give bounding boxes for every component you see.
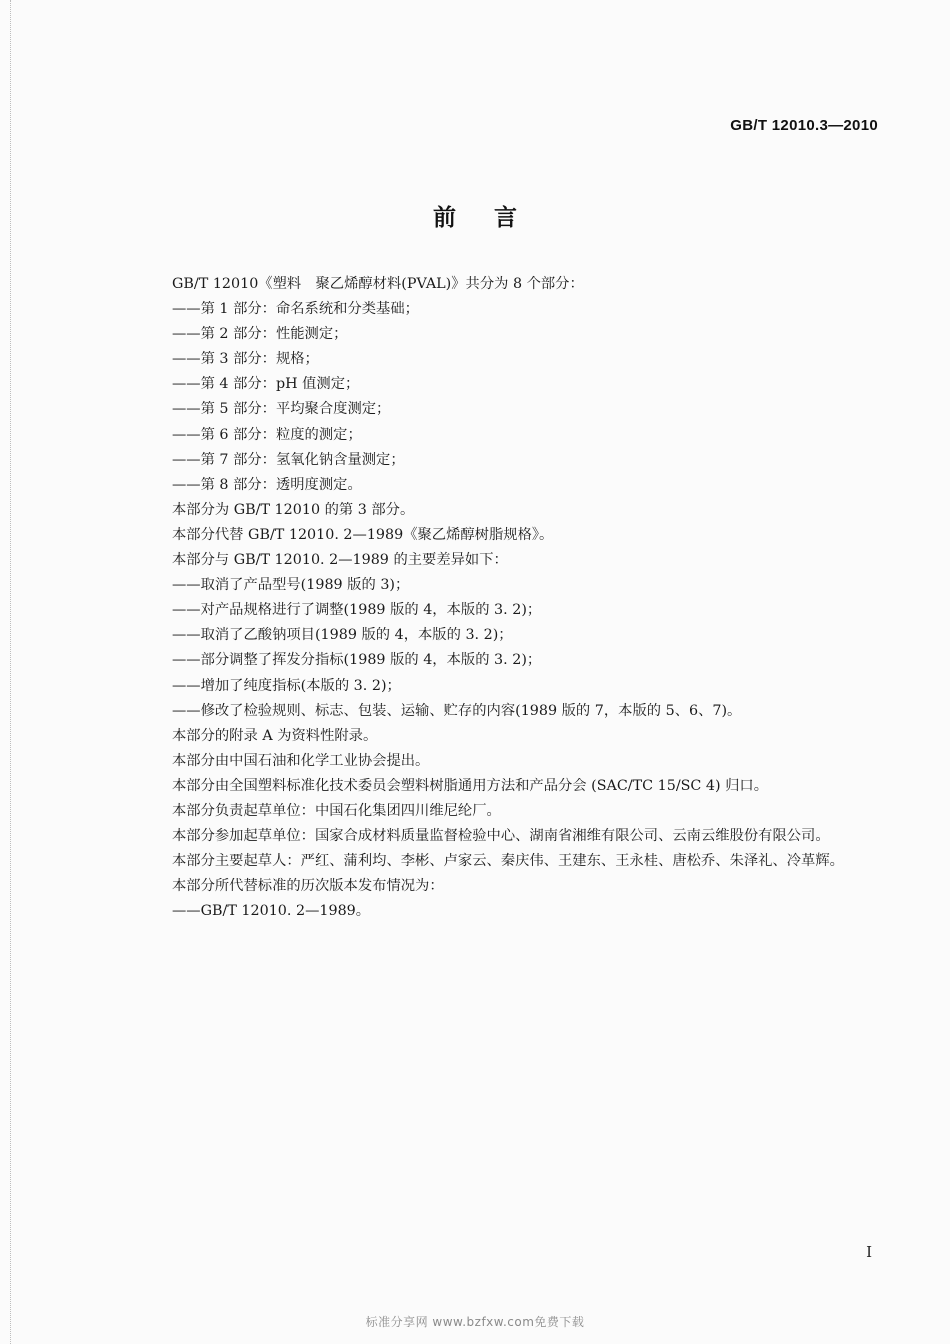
paragraph: 本部分由全国塑料标准化技术委员会塑料树脂通用方法和产品分会 (SAC/TC 15/SC 4) 归口。	[172, 777, 769, 794]
list-item: ——第 8 部分：透明度测定。	[172, 476, 362, 493]
document-body	[138, 272, 884, 924]
page-number: I	[866, 1243, 872, 1261]
paragraph: 本部分所代替标准的历次版本发布情况为：	[172, 878, 444, 895]
list-item: ——增加了纯度指标(本版的 3. 2)；	[172, 677, 401, 694]
paragraph: 本部分为 GB/T 12010 的第 3 部分。	[172, 501, 415, 518]
list-item: ——第 2 部分：性能测定；	[172, 326, 348, 343]
list-item: ——第 5 部分：平均聚合度测定；	[172, 401, 391, 418]
list-item: ——第 1 部分：命名系统和分类基础；	[172, 301, 419, 318]
paragraph: 本部分主要起草人：严红、蒲利均、李彬、卢家云、秦庆伟、王建东、王永桂、唐松乔、朱泽礼、冷革辉。	[172, 853, 844, 870]
page-title: 前言	[433, 205, 555, 231]
paragraph: 本部分负责起草单位：中国石化集团四川维尼纶厂。	[172, 802, 501, 819]
list-item: ——第 4 部分：pH 值测定；	[172, 376, 360, 393]
paragraph: GB/T 12010《塑料 聚乙烯醇材料(PVAL)》共分为 8 个部分：	[172, 276, 584, 292]
paragraph: 本部分参加起草单位：国家合成材料质量监督检验中心、湖南省湘维有限公司、云南云维股份有限公司。	[172, 828, 830, 845]
list-item: ——GB/T 12010. 2—1989。	[172, 903, 371, 920]
list-item: ——取消了产品型号(1989 版的 3)；	[172, 577, 410, 594]
footer-watermark: 标准分享网 www.bzfxw.com免费下载	[365, 1315, 585, 1329]
list-item: ——部分调整了挥发分指标(1989 版的 4，本版的 3. 2)；	[172, 652, 542, 669]
paragraph: 本部分代替 GB/T 12010. 2—1989《聚乙烯醇树脂规格》。	[172, 526, 554, 543]
list-item: ——修改了检验规则、标志、包装、运输、贮存的内容(1989 版的 7，本版的 5、6、7)。	[172, 702, 742, 719]
list-item: ——取消了乙酸钠项目(1989 版的 4，本版的 3. 2)；	[172, 627, 513, 644]
list-item: ——第 3 部分：规格；	[172, 351, 319, 368]
list-item: ——第 7 部分：氢氧化钠含量测定；	[172, 451, 405, 468]
standard-code: GB/T 12010.3—2010	[730, 117, 878, 134]
list-item: ——对产品规格进行了调整(1989 版的 4，本版的 3. 2)；	[172, 602, 542, 619]
paragraph: 本部分由中国石油和化学工业协会提出。	[172, 752, 430, 769]
paragraph: 本部分的附录 A 为资料性附录。	[172, 727, 378, 744]
list-item: ——第 6 部分：粒度的测定；	[172, 426, 362, 443]
paragraph: 本部分与 GB/T 12010. 2—1989 的主要差异如下：	[172, 552, 508, 569]
